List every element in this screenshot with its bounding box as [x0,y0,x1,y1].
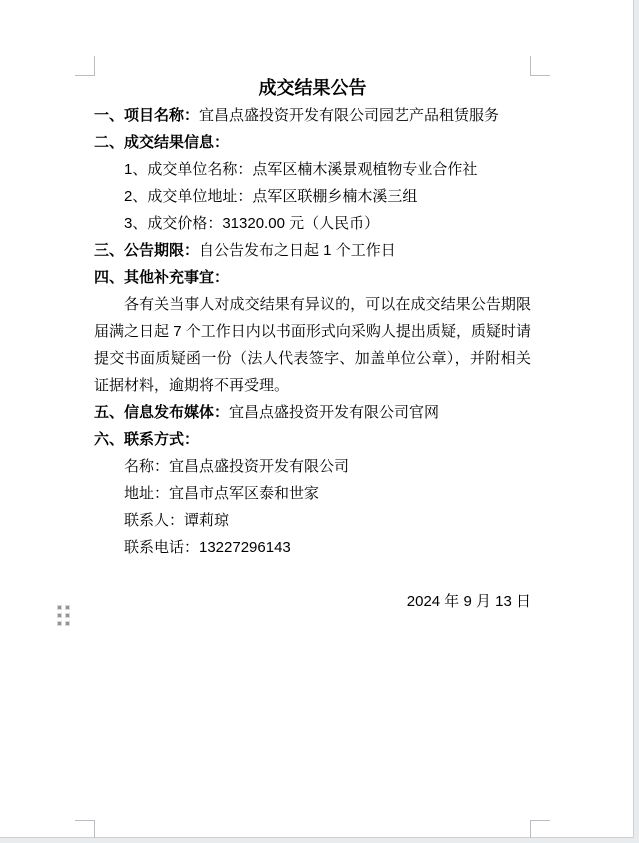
result-item-winner-address: 2、成交单位地址：点军区联棚乡楠木溪三组 [124,188,418,205]
doc-date: 2024 年 9 月 13 日 [406,593,531,610]
handle-dot [58,606,61,609]
section-result-info-label: 二、成交结果信息： [94,134,230,151]
section-project-name-label: 一、项目名称： [94,107,200,124]
document-content [94,75,531,615]
handle-dot [66,606,69,609]
contact-person: 联系人：谭莉琼 [124,512,230,529]
text-boundary-mark-bottom-left-icon [75,820,95,838]
contact-name: 名称：宜昌点盛投资开发有限公司 [124,458,350,475]
section-contact [94,426,531,453]
section-publish-media-label: 五、信息发布媒体： [94,404,230,421]
section-project-name [94,102,531,129]
contact-address: 地址：宜昌市点军区泰和世家 [124,485,320,502]
section-announcement-period-label: 三、公告期限： [94,242,200,259]
handle-dot [66,622,69,625]
section-contact-label: 六、联系方式： [94,431,200,448]
text-boundary-mark-bottom-right-icon [530,820,550,838]
section-other-matters [94,264,531,291]
section-project-name-value: 宜昌点盛投资开发有限公司园艺产品租赁服务 [199,107,500,124]
handle-dot [58,614,61,617]
text-boundary-mark-top-left-icon [75,56,95,76]
result-item-winner-name: 1、成交单位名称：点军区楠木溪景观植物专业合作社 [124,161,478,178]
section-result-info [94,129,531,156]
doc-title: 成交结果公告 [258,78,367,98]
text-boundary-mark-top-right-icon [530,56,550,76]
contact-phone: 联系电话：13227296143 [124,539,291,556]
other-matters-paragraph: 各有关当事人对成交结果有异议的，可以在成交结果公告期限届满之日起 7 个工作日内以书面形式向采购人提出质疑，质疑时请提交书面质疑函一份（法人代表签字、加盖单位公章），并附相关证据材料，逾期将不再受理。 [94,296,531,394]
section-publish-media-value: 宜昌点盛投资开发有限公司官网 [229,404,440,421]
drag-handle-icon[interactable] [58,606,70,626]
section-announcement-period-value: 自公告发布之日起 1 个工作日 [199,242,396,259]
section-publish-media [94,399,531,426]
handle-dot [66,614,69,617]
handle-dot [58,622,61,625]
section-other-matters-label: 四、其他补充事宜： [94,269,230,286]
section-announcement-period [94,237,531,264]
result-item-price: 3、成交价格：31320.00 元（人民币） [124,215,380,232]
